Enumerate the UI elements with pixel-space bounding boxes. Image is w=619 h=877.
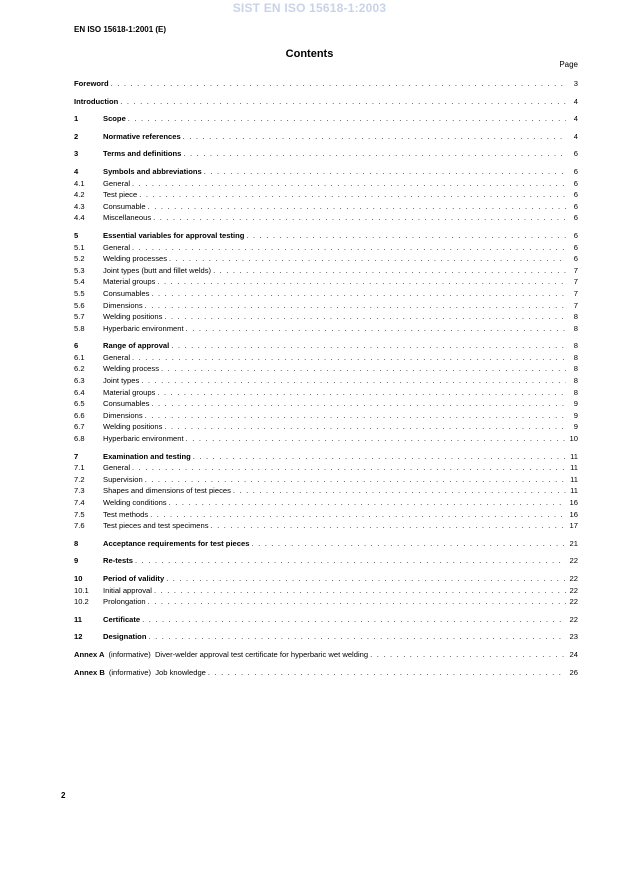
toc-entry-number: 4.3 [74, 201, 85, 211]
toc-entry-page: 21 [569, 538, 578, 548]
annex-name: Annex A [74, 649, 105, 659]
dot-leader [111, 78, 566, 90]
dot-leader [193, 451, 566, 463]
toc-entry-number: 10.1 [74, 585, 89, 595]
toc-entry[interactable] [74, 614, 578, 626]
toc-entry-page: 10 [569, 434, 578, 444]
toc-entry-page: 8 [573, 312, 578, 322]
toc-entry[interactable] [74, 300, 578, 312]
toc-entry-page: 9 [573, 422, 578, 432]
toc-entry-page: 4 [573, 131, 578, 141]
toc-entry-title: Material groups [103, 387, 156, 397]
dot-leader [251, 538, 566, 550]
toc-entry-title: Joint types [103, 376, 140, 386]
dot-leader [145, 300, 566, 312]
toc-entry-number: 6.5 [74, 399, 85, 409]
toc-entry-number: 7.4 [74, 498, 85, 507]
toc-entry[interactable] [74, 485, 578, 497]
dot-leader [169, 253, 566, 265]
toc-entry-title: Welding conditions [103, 498, 167, 507]
toc-entry-title: Welding positions [103, 422, 163, 432]
toc-entry-page: 7 [573, 300, 578, 310]
toc-entry-number: 5.3 [74, 265, 85, 275]
dot-leader [148, 596, 566, 608]
toc-entry-number: 7.6 [74, 521, 85, 531]
dot-leader [148, 201, 566, 213]
toc-entry-number: 5.1 [74, 242, 85, 252]
toc-entry-page: 9 [573, 399, 578, 409]
dot-leader [171, 340, 566, 352]
toc-entry-title: General [103, 178, 131, 188]
toc-entry-page: 8 [573, 352, 578, 362]
toc-entry-number: 10 [74, 573, 83, 583]
toc-entry-title: Symbols and abbreviations [103, 166, 202, 176]
dot-leader [150, 509, 566, 521]
annex-page: 24 [569, 649, 578, 659]
toc-entry-title: Prolongation [103, 597, 146, 607]
toc-entry-title: Miscellaneous [103, 213, 152, 223]
toc-entry-title: Hyperbaric environment [103, 323, 184, 333]
toc-entry-page: 7 [573, 277, 578, 287]
toc-entry[interactable] [74, 230, 578, 242]
annex-title: (informative) Job knowledge [108, 667, 206, 677]
toc-entry[interactable] [74, 265, 578, 277]
toc-entry[interactable] [74, 509, 578, 521]
toc-entry-number: 2 [74, 131, 79, 141]
toc-entry-page: 4 [573, 114, 578, 124]
toc-entry[interactable] [74, 538, 578, 550]
toc-entry-page: 4 [573, 96, 578, 106]
toc-entry-page: 6 [573, 190, 578, 200]
toc-entry-page: 6 [573, 213, 578, 223]
toc-entry-page: 6 [573, 242, 578, 252]
toc-entry-number: 4.4 [74, 213, 85, 223]
annex-title: (informative) Diver-welder approval test certificate for hyperbaric wet welding [108, 649, 369, 659]
dot-leader [164, 311, 566, 323]
toc-entry-title: General [103, 352, 131, 362]
page-title: Contents [285, 48, 334, 60]
toc-entry-page: 11 [570, 474, 578, 484]
toc-entry[interactable] [74, 212, 578, 224]
dot-leader [148, 631, 566, 643]
toc-entry-page: 8 [573, 341, 578, 351]
toc-entry-page: 11 [570, 451, 578, 461]
document-id: EN ISO 15618-1:2001 (E) [74, 25, 167, 34]
toc-entry-title: Test piece [103, 190, 138, 200]
dot-leader [169, 497, 566, 509]
toc-entry-page: 17 [569, 521, 578, 531]
toc-entry[interactable] [74, 462, 578, 474]
toc-entry-page: 6 [573, 149, 578, 159]
toc-entry-title: General [103, 463, 131, 473]
toc-entry-title: Foreword [74, 79, 109, 88]
toc-entry[interactable] [74, 363, 578, 375]
toc-entry-page: 11 [570, 486, 578, 496]
toc-entry-title: Initial approval [103, 585, 152, 595]
dot-leader [157, 387, 566, 399]
toc-entry-page: 9 [573, 410, 578, 420]
dot-leader [213, 265, 566, 277]
dot-leader [139, 189, 566, 201]
dot-leader [161, 363, 566, 375]
toc-entry[interactable] [74, 113, 578, 125]
toc-entry-title: Hyperbaric environment [103, 434, 184, 444]
dot-leader [208, 667, 566, 679]
toc-entry-number: 7 [74, 451, 79, 461]
toc-entry[interactable] [74, 631, 578, 643]
toc-entry-number: 5.5 [74, 288, 85, 298]
toc-entry[interactable] [74, 387, 578, 399]
toc-entry-title: Consumables [103, 399, 150, 409]
toc-entry-page: 22 [569, 556, 578, 566]
dot-leader [151, 288, 566, 300]
toc-entry[interactable] [74, 421, 578, 433]
toc-entry-number: 6.6 [74, 410, 85, 420]
toc-entry-number: 7.3 [74, 486, 85, 496]
toc-entry[interactable] [74, 375, 578, 387]
toc-entry-number: 6.1 [74, 352, 85, 362]
toc-entry-title: Re-tests [103, 556, 133, 566]
toc-entry-title: Normative references [103, 131, 181, 141]
toc-entry-page: 16 [569, 498, 578, 507]
dot-leader [132, 352, 566, 364]
dot-leader [186, 433, 566, 445]
toc-entry-title: Material groups [103, 277, 156, 287]
toc-entry-number: 6 [74, 341, 79, 351]
toc-entry-page: 8 [573, 364, 578, 374]
toc-entry-number: 4 [74, 166, 79, 176]
toc-entry[interactable] [74, 166, 578, 178]
toc-entry-title: Range of approval [103, 341, 170, 351]
toc-entry[interactable] [74, 340, 578, 352]
toc-entry[interactable] [74, 78, 578, 90]
toc-entry-page: 8 [573, 323, 578, 333]
toc-entry[interactable] [74, 178, 578, 190]
toc-entry[interactable] [74, 520, 578, 532]
toc-entry-title: Examination and testing [103, 451, 191, 461]
dot-leader [145, 474, 566, 486]
toc-entry-page: 7 [573, 265, 578, 275]
toc-entry[interactable] [74, 585, 578, 597]
dot-leader [246, 230, 566, 242]
annex-page: 26 [569, 667, 578, 677]
toc-entry[interactable] [74, 497, 578, 509]
toc-entry-number: 6.4 [74, 387, 85, 397]
toc-entry-title: Acceptance requirements for test pieces [103, 538, 250, 548]
toc-entry[interactable] [74, 555, 578, 567]
toc-entry[interactable] [74, 573, 578, 585]
toc-entry-page: 8 [573, 387, 578, 397]
toc-entry-title: Welding processes [103, 254, 168, 264]
dot-leader [141, 375, 566, 387]
toc-entry-title: Joint types (butt and fillet welds) [103, 265, 212, 275]
toc-entry-page: 6 [573, 254, 578, 264]
toc-entry[interactable] [74, 242, 578, 254]
toc-entry-title: Consumables [103, 288, 150, 298]
toc-entry[interactable] [74, 451, 578, 463]
toc-entry[interactable] [74, 323, 578, 335]
toc-entry-title: Essential variables for approval testing [103, 230, 245, 240]
dot-leader [128, 113, 566, 125]
toc-entry-page: 22 [569, 585, 578, 595]
dot-leader [151, 398, 566, 410]
dot-leader [164, 421, 566, 433]
toc-entry[interactable] [74, 131, 578, 143]
watermark: SIST EN ISO 15618-1:2003 [232, 1, 387, 15]
toc-entry-number: 5.8 [74, 323, 85, 333]
toc-entry-page: 7 [573, 288, 578, 298]
toc-entry[interactable] [74, 596, 578, 608]
toc-entry-number: 6.3 [74, 376, 85, 386]
toc-entry-title: Dimensions [103, 410, 143, 420]
toc-entry-page: 23 [569, 632, 578, 642]
toc-entry[interactable] [74, 253, 578, 265]
toc-entry-title: Period of validity [103, 573, 165, 583]
dot-leader [142, 614, 566, 626]
toc-entry[interactable] [74, 148, 578, 160]
dot-leader [370, 649, 566, 661]
toc-entry[interactable] [74, 474, 578, 486]
toc-entry-title: Dimensions [103, 300, 143, 310]
dot-leader [166, 573, 566, 585]
toc-entry[interactable] [74, 433, 578, 445]
toc-entry-number: 7.5 [74, 509, 85, 519]
toc-entry-number: 7.1 [74, 463, 85, 473]
toc-entry-page: 16 [569, 509, 578, 519]
toc-annex-entry[interactable] [74, 649, 578, 661]
toc-entry[interactable] [74, 201, 578, 213]
toc-entry-page: 22 [569, 614, 578, 624]
toc-entry-number: 4.1 [74, 178, 85, 188]
toc-entry-page: 6 [573, 201, 578, 211]
toc-entry-number: 8 [74, 538, 79, 548]
toc-entry-page: 6 [573, 166, 578, 176]
toc-entry-number: 3 [74, 149, 79, 159]
toc-entry-title: Scope [103, 114, 126, 124]
toc-entry-page: 22 [569, 573, 578, 583]
toc-entry-number: 12 [74, 632, 83, 642]
dot-leader [135, 555, 566, 567]
dot-leader [204, 166, 566, 178]
toc-entry-number: 1 [74, 114, 79, 124]
toc-entry-title: Certificate [103, 614, 141, 624]
dot-leader [186, 323, 566, 335]
dot-leader [145, 410, 566, 422]
toc-entry-title: Welding positions [103, 312, 163, 322]
toc-entry[interactable] [74, 288, 578, 300]
dot-leader [132, 462, 566, 474]
toc-entry-title: Welding process [103, 364, 159, 374]
toc-entry-number: 6.2 [74, 364, 85, 374]
page-column-label: Page [559, 60, 578, 69]
toc-entry-number: 6.8 [74, 434, 85, 444]
dot-leader [132, 178, 566, 190]
toc-entry-title: General [103, 242, 131, 252]
dot-leader [154, 585, 566, 597]
toc-entry[interactable] [74, 352, 578, 364]
toc-entry-page: 6 [573, 178, 578, 188]
toc-entry-number: 6.7 [74, 422, 85, 432]
dot-leader [183, 148, 566, 160]
toc-entry-number: 10.2 [74, 597, 89, 607]
toc-entry-number: 5 [74, 230, 79, 240]
toc-entry-title: Introduction [74, 96, 119, 106]
toc-entry-page: 6 [573, 230, 578, 240]
toc-entry-number: 5.4 [74, 277, 85, 287]
toc-entry-title: Shapes and dimensions of test pieces [103, 486, 231, 496]
toc-entry-title: Test pieces and test specimens [103, 521, 209, 531]
dot-leader [233, 485, 566, 497]
toc-entry-page: 22 [569, 597, 578, 607]
toc-entry-title: Terms and definitions [103, 149, 182, 159]
dot-leader [153, 212, 566, 224]
toc-entry[interactable] [74, 398, 578, 410]
dot-leader [157, 276, 566, 288]
annex-name: Annex B [74, 667, 105, 677]
toc-entry-title: Designation [103, 632, 147, 642]
toc-entry-page: 11 [570, 463, 578, 473]
toc-entry[interactable] [74, 276, 578, 288]
toc-entry-number: 4.2 [74, 190, 85, 200]
toc-entry-number: 5.7 [74, 312, 85, 322]
dot-leader [132, 242, 566, 254]
page-number: 2 [61, 791, 66, 800]
toc-entry-title: Supervision [103, 474, 143, 484]
toc-entry-number: 7.2 [74, 474, 85, 484]
toc-entry-title: Consumable [103, 201, 146, 211]
toc-entry-number: 9 [74, 556, 79, 566]
toc-entry-number: 5.6 [74, 300, 85, 310]
table-of-contents [74, 78, 578, 678]
toc-entry[interactable] [74, 96, 578, 108]
toc-entry-page: 8 [573, 376, 578, 386]
dot-leader [183, 131, 566, 143]
toc-entry-title: Test methods [103, 509, 149, 519]
toc-entry[interactable] [74, 410, 578, 422]
toc-annex-entry[interactable] [74, 667, 578, 679]
dot-leader [120, 96, 566, 108]
dot-leader [211, 520, 566, 532]
toc-entry[interactable] [74, 311, 578, 323]
toc-entry[interactable] [74, 189, 578, 201]
toc-entry-number: 11 [74, 614, 83, 624]
toc-entry-number: 5.2 [74, 254, 85, 264]
toc-entry-page: 3 [573, 79, 578, 88]
